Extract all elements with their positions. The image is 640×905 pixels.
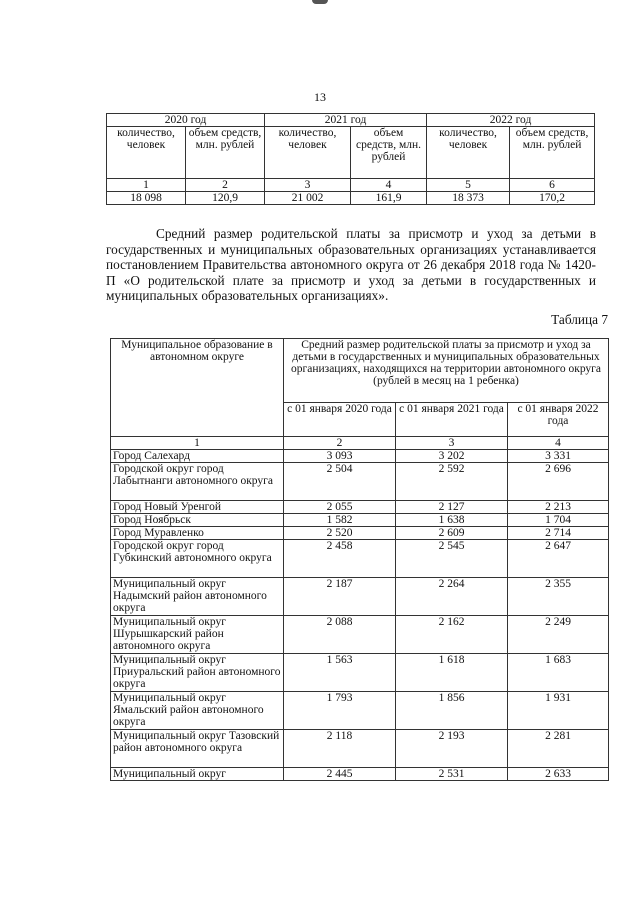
fee-2020: 2 055 [284, 501, 396, 514]
fee-2020: 3 093 [284, 450, 396, 463]
fee-2020: 2 520 [284, 527, 396, 540]
table-row [111, 463, 609, 501]
municipality-name: Город Муравленко [111, 527, 284, 540]
scan-mark [312, 0, 328, 4]
fee-2021: 2 193 [396, 730, 508, 768]
column-number: 1 [111, 437, 284, 450]
value-cell: 18 373 [427, 192, 510, 205]
municipality-name: Город Салехард [111, 450, 284, 463]
table-row [111, 540, 609, 578]
fee-2021: 1 638 [396, 514, 508, 527]
column-number: 2 [186, 179, 265, 192]
municipality-name: Город Новый Уренгой [111, 501, 284, 514]
subheader: объем средств, млн. рублей [351, 127, 427, 179]
fee-2022: 2 647 [508, 540, 609, 578]
fee-2022: 2 281 [508, 730, 609, 768]
fee-2020: 1 582 [284, 514, 396, 527]
column-number: 3 [265, 179, 351, 192]
table-row [111, 616, 609, 654]
fee-header-unit: (рублей в месяц на 1 ребенка) [373, 375, 519, 387]
fee-2020: 2 458 [284, 540, 396, 578]
fee-2021: 1 856 [396, 692, 508, 730]
fee-header [284, 339, 609, 403]
column-number: 1 [107, 179, 186, 192]
municipality-name: Городской округ город Губкинский автономного округа [111, 540, 284, 578]
column-number: 4 [508, 437, 609, 450]
municipality-name: Муниципальный округ Тазовский район автономного округа [111, 730, 284, 768]
paragraph-text: Средний размер родительской платы за присмотр и уход за детьми в государственных и муниципальных образовательных организациях устанавливается постановлением Правительства автономного округа от 26 декабря 2018 года № 1420-П «О родительской плате за присмотр и уход за детьми в государственных и муниципальных образовательных организациях». [106, 226, 596, 303]
table-row [111, 578, 609, 616]
fee-2022: 2 249 [508, 616, 609, 654]
fee-2020: 2 445 [284, 768, 396, 781]
period-header: с 01 января 2021 года [396, 403, 508, 437]
fee-2021: 2 592 [396, 463, 508, 501]
table-caption: Таблица 7 [551, 312, 608, 327]
column-number: 4 [351, 179, 427, 192]
fee-2022: 1 683 [508, 654, 609, 692]
municipality-name: Муниципальный округ Приуральский район автономного округа [111, 654, 284, 692]
municipality-name: Город Ноябрьск [111, 514, 284, 527]
subheader: количество, человек [265, 127, 351, 179]
value-cell: 18 098 [107, 192, 186, 205]
municipality-name: Городской округ город Лабытнанги автономного округа [111, 463, 284, 501]
fee-2021: 1 618 [396, 654, 508, 692]
fee-2021: 2 545 [396, 540, 508, 578]
year-header: 2020 год [107, 114, 265, 127]
subheader: количество, человек [107, 127, 186, 179]
municipality-name: Муниципальный округ [111, 768, 284, 781]
fee-2020: 2 118 [284, 730, 396, 768]
funding-table [106, 113, 595, 205]
column-number: 2 [284, 437, 396, 450]
fee-2022: 1 704 [508, 514, 609, 527]
fee-2021: 2 162 [396, 616, 508, 654]
column-number: 5 [427, 179, 510, 192]
municipality-name: Муниципальный округ Шурышкарский район автономного округа [111, 616, 284, 654]
page-number: 13 [314, 90, 326, 104]
municipality-header: Муниципальное образование в автономном округе [111, 339, 284, 437]
value-cell: 170,2 [510, 192, 595, 205]
table-row [111, 501, 609, 514]
subheader: количество, человек [427, 127, 510, 179]
fee-2020: 2 088 [284, 616, 396, 654]
table-row [111, 514, 609, 527]
table-row [111, 527, 609, 540]
table-row [111, 692, 609, 730]
column-number: 3 [396, 437, 508, 450]
fee-2022: 2 213 [508, 501, 609, 514]
period-header: с 01 января 2020 года [284, 403, 396, 437]
fee-header-text: Средний размер родительской платы за присмотр и уход за детьми в государственных и муниципальных образовательных организациях, находящихся на территории автономного округа [291, 339, 601, 375]
fee-2022: 3 331 [508, 450, 609, 463]
fee-2022: 2 633 [508, 768, 609, 781]
value-cell: 161,9 [351, 192, 427, 205]
fee-2021: 2 609 [396, 527, 508, 540]
table-row [111, 768, 609, 781]
municipality-name: Муниципальный округ Надымский район автономного округа [111, 578, 284, 616]
fee-2020: 2 504 [284, 463, 396, 501]
table-row [111, 730, 609, 768]
fee-2022: 2 696 [508, 463, 609, 501]
municipality-name: Муниципальный округ Ямальский район автономного округа [111, 692, 284, 730]
fee-2020: 1 563 [284, 654, 396, 692]
fee-2021: 2 531 [396, 768, 508, 781]
year-header: 2022 год [427, 114, 595, 127]
fee-2020: 1 793 [284, 692, 396, 730]
period-header: с 01 января 2022 года [508, 403, 609, 437]
fee-2022: 2 714 [508, 527, 609, 540]
fee-2021: 2 127 [396, 501, 508, 514]
parental-fee-table [110, 338, 609, 781]
fee-2021: 3 202 [396, 450, 508, 463]
fee-2022: 2 355 [508, 578, 609, 616]
column-number: 6 [510, 179, 595, 192]
fee-2022: 1 931 [508, 692, 609, 730]
value-cell: 21 002 [265, 192, 351, 205]
body-paragraph [106, 226, 596, 304]
value-cell: 120,9 [186, 192, 265, 205]
table-row [111, 654, 609, 692]
year-header: 2021 год [265, 114, 427, 127]
table-row [111, 450, 609, 463]
fee-2021: 2 264 [396, 578, 508, 616]
subheader: объем средств, млн. рублей [510, 127, 595, 179]
subheader: объем средств, млн. рублей [186, 127, 265, 179]
fee-2020: 2 187 [284, 578, 396, 616]
